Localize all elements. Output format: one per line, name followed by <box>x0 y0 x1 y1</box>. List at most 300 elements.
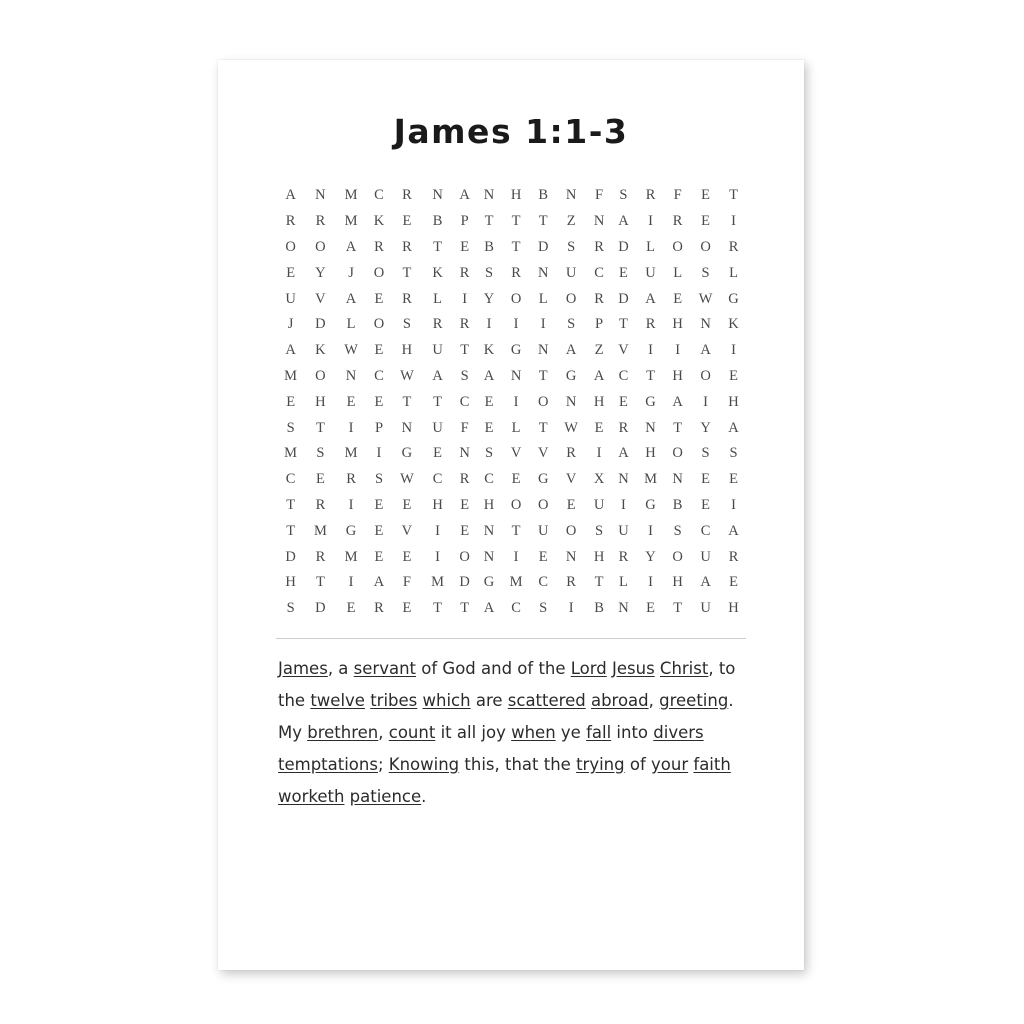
grid-cell[interactable]: A <box>565 342 577 359</box>
grid-cell[interactable]: N <box>565 187 577 204</box>
grid-cell[interactable]: T <box>729 187 739 204</box>
grid-cell[interactable]: H <box>483 496 495 513</box>
grid-cell[interactable]: E <box>619 393 629 410</box>
grid-cell[interactable]: N <box>345 367 357 384</box>
grid-cell[interactable]: Y <box>700 419 712 436</box>
grid-cell[interactable]: E <box>374 496 384 513</box>
grid-cell[interactable]: H <box>510 187 522 204</box>
grid-cell[interactable]: I <box>648 574 654 591</box>
grid-cell[interactable]: G <box>510 342 522 359</box>
grid-cell[interactable]: C <box>484 471 495 488</box>
grid-cell[interactable]: K <box>728 316 740 333</box>
grid-cell[interactable]: M <box>344 445 358 462</box>
grid-cell[interactable]: L <box>538 290 549 307</box>
grid-cell[interactable]: R <box>645 187 656 204</box>
grid-cell[interactable]: N <box>315 187 327 204</box>
grid-cell[interactable]: E <box>566 496 577 513</box>
grid-cell[interactable]: T <box>402 264 412 281</box>
grid-cell[interactable]: T <box>511 522 522 539</box>
grid-cell[interactable]: I <box>513 393 520 410</box>
grid-cell[interactable]: U <box>593 496 605 513</box>
hidden-word[interactable]: servant <box>353 658 417 678</box>
grid-cell[interactable]: W <box>344 342 359 359</box>
grid-cell[interactable]: O <box>373 316 385 333</box>
grid-cell[interactable]: N <box>565 548 577 565</box>
grid-cell[interactable]: O <box>700 367 712 384</box>
grid-cell[interactable]: E <box>374 342 384 359</box>
grid-cell[interactable]: T <box>511 238 522 255</box>
grid-cell[interactable]: E <box>433 445 443 462</box>
grid-cell[interactable]: L <box>673 264 683 281</box>
grid-cell[interactable]: E <box>286 393 296 410</box>
grid-cell[interactable]: T <box>673 419 683 436</box>
grid-cell[interactable]: I <box>486 316 492 333</box>
grid-cell[interactable]: C <box>432 471 443 488</box>
grid-cell[interactable]: G <box>345 522 357 539</box>
grid-cell[interactable]: M <box>509 574 524 591</box>
grid-cell[interactable]: R <box>402 187 413 204</box>
grid-cell[interactable]: T <box>460 342 470 359</box>
grid-cell[interactable]: T <box>402 393 412 410</box>
grid-cell[interactable]: U <box>700 548 712 565</box>
grid-cell[interactable]: M <box>344 213 358 230</box>
grid-cell[interactable]: E <box>402 213 412 230</box>
grid-cell[interactable]: V <box>510 445 522 462</box>
grid-cell[interactable]: A <box>285 187 297 204</box>
grid-cell[interactable]: W <box>698 290 713 307</box>
grid-cell[interactable]: E <box>460 238 470 255</box>
grid-cell[interactable]: F <box>460 419 470 436</box>
grid-cell[interactable]: T <box>433 238 443 255</box>
grid-cell[interactable]: G <box>728 290 740 307</box>
grid-cell[interactable]: E <box>484 393 494 410</box>
grid-cell[interactable]: O <box>315 367 327 384</box>
grid-cell[interactable]: O <box>373 264 385 281</box>
hidden-word[interactable]: faith <box>693 754 731 774</box>
grid-cell[interactable]: I <box>703 393 709 410</box>
grid-cell[interactable]: N <box>401 419 413 436</box>
grid-cell[interactable]: M <box>284 445 298 462</box>
grid-cell[interactable]: I <box>648 213 654 230</box>
grid-cell[interactable]: H <box>432 496 444 513</box>
grid-cell[interactable]: R <box>402 290 413 307</box>
grid-cell[interactable]: I <box>731 213 737 230</box>
hidden-word[interactable]: greeting <box>659 690 729 710</box>
grid-cell[interactable]: P <box>374 419 384 436</box>
grid-cell[interactable]: S <box>673 522 683 539</box>
grid-cell[interactable]: V <box>401 522 413 539</box>
grid-cell[interactable]: H <box>672 316 684 333</box>
grid-cell[interactable]: D <box>315 316 327 333</box>
grid-cell[interactable]: H <box>401 342 413 359</box>
grid-cell[interactable]: A <box>373 574 385 591</box>
grid-cell[interactable]: A <box>672 393 684 410</box>
grid-cell[interactable]: F <box>595 187 604 204</box>
grid-cell[interactable]: D <box>315 600 327 617</box>
grid-cell[interactable]: S <box>286 419 296 436</box>
grid-cell[interactable]: S <box>619 187 628 204</box>
grid-cell[interactable]: E <box>402 600 412 617</box>
grid-cell[interactable]: A <box>645 290 657 307</box>
grid-cell[interactable]: N <box>432 187 444 204</box>
grid-cell[interactable]: O <box>672 238 684 255</box>
grid-cell[interactable]: T <box>286 496 296 513</box>
grid-cell[interactable]: B <box>672 496 683 513</box>
grid-cell[interactable]: I <box>621 496 627 513</box>
grid-cell[interactable]: O <box>565 290 577 307</box>
grid-cell[interactable]: O <box>510 496 522 513</box>
grid-cell[interactable]: R <box>402 238 413 255</box>
grid-cell[interactable]: M <box>431 574 445 591</box>
grid-cell[interactable]: T <box>538 213 549 230</box>
grid-cell[interactable]: Y <box>315 264 327 281</box>
grid-cell[interactable]: A <box>483 600 495 617</box>
grid-cell[interactable]: E <box>538 548 549 565</box>
grid-cell[interactable]: U <box>565 264 577 281</box>
grid-cell[interactable]: R <box>728 548 739 565</box>
grid-cell[interactable]: S <box>567 238 576 255</box>
grid-cell[interactable]: O <box>537 496 549 513</box>
grid-cell[interactable]: E <box>701 471 711 488</box>
grid-cell[interactable]: N <box>565 393 577 410</box>
grid-cell[interactable]: R <box>285 213 296 230</box>
grid-cell[interactable]: B <box>484 238 495 255</box>
hidden-word[interactable]: James <box>278 658 328 678</box>
grid-cell[interactable]: T <box>594 574 604 591</box>
grid-cell[interactable]: D <box>459 574 471 591</box>
grid-cell[interactable]: U <box>618 522 630 539</box>
grid-cell[interactable]: I <box>435 548 441 565</box>
grid-cell[interactable]: A <box>432 367 444 384</box>
grid-cell[interactable]: E <box>460 496 470 513</box>
grid-cell[interactable]: T <box>315 574 326 591</box>
grid-cell[interactable]: S <box>286 600 296 617</box>
grid-cell[interactable]: V <box>315 290 327 307</box>
grid-cell[interactable]: I <box>348 574 354 591</box>
grid-cell[interactable]: P <box>595 316 604 333</box>
grid-cell[interactable]: U <box>645 264 657 281</box>
grid-cell[interactable]: W <box>564 419 579 436</box>
grid-cell[interactable]: N <box>510 367 522 384</box>
grid-cell[interactable]: E <box>594 419 604 436</box>
grid-cell[interactable]: K <box>315 342 327 359</box>
grid-cell[interactable]: O <box>700 238 712 255</box>
grid-cell[interactable]: S <box>729 445 739 462</box>
grid-cell[interactable]: E <box>315 471 326 488</box>
grid-cell[interactable]: E <box>374 548 384 565</box>
grid-cell[interactable]: R <box>315 496 326 513</box>
grid-cell[interactable]: R <box>459 264 470 281</box>
hidden-word[interactable]: which <box>422 690 471 710</box>
grid-cell[interactable]: S <box>316 445 325 462</box>
grid-cell[interactable]: B <box>538 187 549 204</box>
grid-cell[interactable]: E <box>402 496 412 513</box>
hidden-word[interactable]: abroad <box>590 690 649 710</box>
grid-cell[interactable]: O <box>672 548 684 565</box>
grid-cell[interactable]: A <box>345 290 357 307</box>
grid-cell[interactable]: O <box>285 238 297 255</box>
grid-cell[interactable]: C <box>594 264 605 281</box>
grid-cell[interactable]: T <box>538 367 549 384</box>
hidden-word[interactable]: Christ <box>659 658 709 678</box>
grid-cell[interactable]: E <box>673 290 683 307</box>
grid-cell[interactable]: M <box>313 522 328 539</box>
grid-cell[interactable]: E <box>511 471 522 488</box>
grid-cell[interactable]: S <box>460 367 470 384</box>
grid-cell[interactable]: R <box>315 213 326 230</box>
grid-cell[interactable]: K <box>483 342 495 359</box>
grid-cell[interactable]: S <box>374 471 384 488</box>
grid-cell[interactable]: N <box>483 187 495 204</box>
grid-cell[interactable]: R <box>618 419 629 436</box>
grid-cell[interactable]: R <box>374 238 385 255</box>
hidden-word[interactable]: Jesus <box>612 658 655 678</box>
grid-cell[interactable]: T <box>315 419 326 436</box>
grid-cell[interactable]: H <box>315 393 327 410</box>
grid-cell[interactable]: I <box>513 316 520 333</box>
grid-cell[interactable]: S <box>701 445 711 462</box>
grid-cell[interactable]: E <box>460 522 470 539</box>
grid-cell[interactable]: C <box>459 393 470 410</box>
grid-cell[interactable]: S <box>595 522 604 539</box>
grid-cell[interactable]: O <box>510 290 522 307</box>
grid-cell[interactable]: P <box>460 213 470 230</box>
grid-cell[interactable]: Z <box>594 342 604 359</box>
grid-cell[interactable]: N <box>593 213 605 230</box>
grid-cell[interactable]: G <box>537 471 549 488</box>
grid-cell[interactable]: R <box>511 264 522 281</box>
grid-cell[interactable]: R <box>594 290 605 307</box>
grid-cell[interactable]: I <box>348 419 354 436</box>
grid-cell[interactable]: F <box>673 187 683 204</box>
grid-cell[interactable]: N <box>618 471 630 488</box>
grid-cell[interactable]: G <box>565 367 577 384</box>
grid-cell[interactable]: R <box>459 471 470 488</box>
grid-cell[interactable]: N <box>672 471 684 488</box>
grid-cell[interactable]: A <box>728 419 740 436</box>
grid-cell[interactable]: X <box>593 471 605 488</box>
grid-cell[interactable]: H <box>728 393 740 410</box>
grid-cell[interactable]: A <box>345 238 357 255</box>
grid-cell[interactable]: B <box>432 213 443 230</box>
grid-cell[interactable]: L <box>511 419 522 436</box>
grid-cell[interactable]: H <box>593 548 605 565</box>
grid-cell[interactable]: R <box>346 471 357 488</box>
grid-cell[interactable]: O <box>315 238 327 255</box>
grid-cell[interactable]: S <box>484 264 494 281</box>
grid-cell[interactable]: A <box>483 367 495 384</box>
hidden-word[interactable]: when <box>511 722 556 742</box>
grid-cell[interactable]: A <box>285 342 297 359</box>
hidden-word[interactable]: trying <box>576 754 625 774</box>
grid-cell[interactable]: J <box>348 264 355 281</box>
grid-cell[interactable]: R <box>374 600 385 617</box>
grid-cell[interactable]: E <box>701 496 711 513</box>
hidden-word[interactable]: temptations <box>278 754 378 774</box>
grid-cell[interactable]: L <box>433 290 443 307</box>
grid-cell[interactable]: E <box>286 264 296 281</box>
hidden-word[interactable]: Knowing <box>388 754 460 774</box>
grid-cell[interactable]: T <box>619 316 629 333</box>
grid-cell[interactable]: E <box>346 393 356 410</box>
grid-cell[interactable]: C <box>511 600 522 617</box>
grid-cell[interactable]: E <box>402 548 412 565</box>
grid-cell[interactable]: D <box>285 548 297 565</box>
grid-cell[interactable]: Z <box>566 213 577 230</box>
grid-cell[interactable]: I <box>462 290 468 307</box>
grid-cell[interactable]: N <box>483 522 495 539</box>
grid-cell[interactable]: N <box>618 600 630 617</box>
grid-cell[interactable]: Y <box>645 548 657 565</box>
grid-cell[interactable]: F <box>402 574 412 591</box>
grid-cell[interactable]: C <box>374 367 385 384</box>
grid-cell[interactable]: N <box>537 342 549 359</box>
grid-cell[interactable]: O <box>672 445 684 462</box>
grid-cell[interactable]: T <box>460 600 470 617</box>
grid-cell[interactable]: C <box>700 522 711 539</box>
grid-cell[interactable]: G <box>401 445 413 462</box>
grid-cell[interactable]: T <box>511 213 522 230</box>
grid-cell[interactable]: I <box>513 548 520 565</box>
grid-cell[interactable]: Y <box>483 290 495 307</box>
grid-cell[interactable]: R <box>594 238 605 255</box>
grid-cell[interactable]: A <box>618 213 630 230</box>
grid-cell[interactable]: U <box>432 419 444 436</box>
grid-cell[interactable]: M <box>344 548 358 565</box>
hidden-word[interactable]: Lord <box>570 658 607 678</box>
grid-cell[interactable]: O <box>459 548 471 565</box>
grid-cell[interactable]: R <box>672 213 683 230</box>
grid-cell[interactable]: D <box>537 238 549 255</box>
grid-cell[interactable]: E <box>646 600 656 617</box>
grid-cell[interactable]: C <box>538 574 549 591</box>
grid-cell[interactable]: I <box>648 522 654 539</box>
grid-cell[interactable]: N <box>483 548 495 565</box>
grid-cell[interactable]: I <box>435 522 441 539</box>
grid-cell[interactable]: U <box>700 600 712 617</box>
grid-cell[interactable]: J <box>287 316 294 333</box>
grid-cell[interactable]: H <box>285 574 297 591</box>
grid-cell[interactable]: A <box>728 522 740 539</box>
grid-cell[interactable]: A <box>459 187 471 204</box>
grid-cell[interactable]: R <box>459 316 470 333</box>
grid-cell[interactable]: U <box>537 522 549 539</box>
grid-cell[interactable]: A <box>618 445 630 462</box>
grid-cell[interactable]: I <box>568 600 575 617</box>
grid-cell[interactable]: I <box>596 445 602 462</box>
grid-cell[interactable]: H <box>728 600 740 617</box>
grid-cell[interactable]: E <box>701 213 711 230</box>
hidden-word[interactable]: tribes <box>370 690 418 710</box>
grid-cell[interactable]: E <box>346 600 356 617</box>
grid-cell[interactable]: T <box>484 213 494 230</box>
grid-cell[interactable]: N <box>537 264 549 281</box>
grid-cell[interactable]: E <box>729 574 739 591</box>
grid-cell[interactable]: L <box>729 264 739 281</box>
grid-cell[interactable]: I <box>348 496 354 513</box>
grid-cell[interactable]: L <box>346 316 356 333</box>
grid-cell[interactable]: N <box>645 419 657 436</box>
hidden-word[interactable]: divers <box>653 722 704 742</box>
grid-cell[interactable]: O <box>537 393 549 410</box>
grid-cell[interactable]: T <box>673 600 683 617</box>
grid-cell[interactable]: C <box>285 471 296 488</box>
grid-cell[interactable]: S <box>402 316 412 333</box>
grid-cell[interactable]: I <box>540 316 547 333</box>
grid-cell[interactable]: B <box>594 600 605 617</box>
grid-cell[interactable]: S <box>539 600 548 617</box>
grid-cell[interactable]: G <box>483 574 495 591</box>
grid-cell[interactable]: A <box>593 367 605 384</box>
grid-cell[interactable]: R <box>728 238 739 255</box>
grid-cell[interactable]: T <box>433 393 443 410</box>
hidden-word[interactable]: twelve <box>310 690 365 710</box>
grid-cell[interactable]: I <box>675 342 681 359</box>
grid-cell[interactable]: N <box>700 316 712 333</box>
grid-cell[interactable]: I <box>731 496 737 513</box>
grid-cell[interactable]: R <box>618 548 629 565</box>
hidden-word[interactable]: your <box>651 754 689 774</box>
hidden-word[interactable]: count <box>388 722 436 742</box>
grid-cell[interactable]: N <box>459 445 471 462</box>
hidden-word[interactable]: brethren <box>307 722 379 742</box>
hidden-word[interactable]: worketh <box>278 786 345 806</box>
grid-cell[interactable]: W <box>400 471 415 488</box>
grid-cell[interactable]: E <box>729 367 739 384</box>
hidden-word[interactable]: fall <box>586 722 612 742</box>
grid-cell[interactable]: T <box>433 600 443 617</box>
grid-cell[interactable]: H <box>672 574 684 591</box>
grid-cell[interactable]: M <box>344 187 358 204</box>
grid-cell[interactable]: R <box>645 316 656 333</box>
grid-cell[interactable]: H <box>645 445 657 462</box>
grid-cell[interactable]: R <box>566 445 577 462</box>
grid-cell[interactable]: G <box>645 496 657 513</box>
grid-cell[interactable]: W <box>400 367 415 384</box>
grid-cell[interactable]: O <box>565 522 577 539</box>
grid-cell[interactable]: H <box>672 367 684 384</box>
grid-cell[interactable]: E <box>374 522 384 539</box>
grid-cell[interactable]: M <box>644 471 658 488</box>
grid-cell[interactable]: C <box>618 367 629 384</box>
hidden-word[interactable]: patience <box>349 786 422 806</box>
grid-cell[interactable]: S <box>484 445 494 462</box>
grid-cell[interactable]: T <box>646 367 656 384</box>
grid-cell[interactable]: V <box>537 445 549 462</box>
grid-cell[interactable]: I <box>648 342 654 359</box>
grid-cell[interactable]: K <box>373 213 385 230</box>
grid-cell[interactable]: A <box>700 342 712 359</box>
grid-cell[interactable]: G <box>645 393 657 410</box>
grid-cell[interactable]: V <box>618 342 630 359</box>
grid-cell[interactable]: E <box>619 264 629 281</box>
grid-cell[interactable]: C <box>374 187 385 204</box>
grid-cell[interactable]: U <box>432 342 444 359</box>
grid-cell[interactable]: L <box>646 238 656 255</box>
grid-cell[interactable]: E <box>374 393 384 410</box>
grid-cell[interactable]: E <box>484 419 494 436</box>
hidden-word[interactable]: scattered <box>507 690 586 710</box>
grid-cell[interactable]: H <box>593 393 605 410</box>
grid-cell[interactable]: K <box>432 264 444 281</box>
grid-cell[interactable]: E <box>374 290 384 307</box>
grid-cell[interactable]: T <box>538 419 549 436</box>
grid-cell[interactable]: U <box>285 290 297 307</box>
grid-cell[interactable]: V <box>565 471 577 488</box>
grid-cell[interactable]: R <box>432 316 443 333</box>
grid-cell[interactable]: A <box>700 574 712 591</box>
grid-cell[interactable]: R <box>315 548 326 565</box>
